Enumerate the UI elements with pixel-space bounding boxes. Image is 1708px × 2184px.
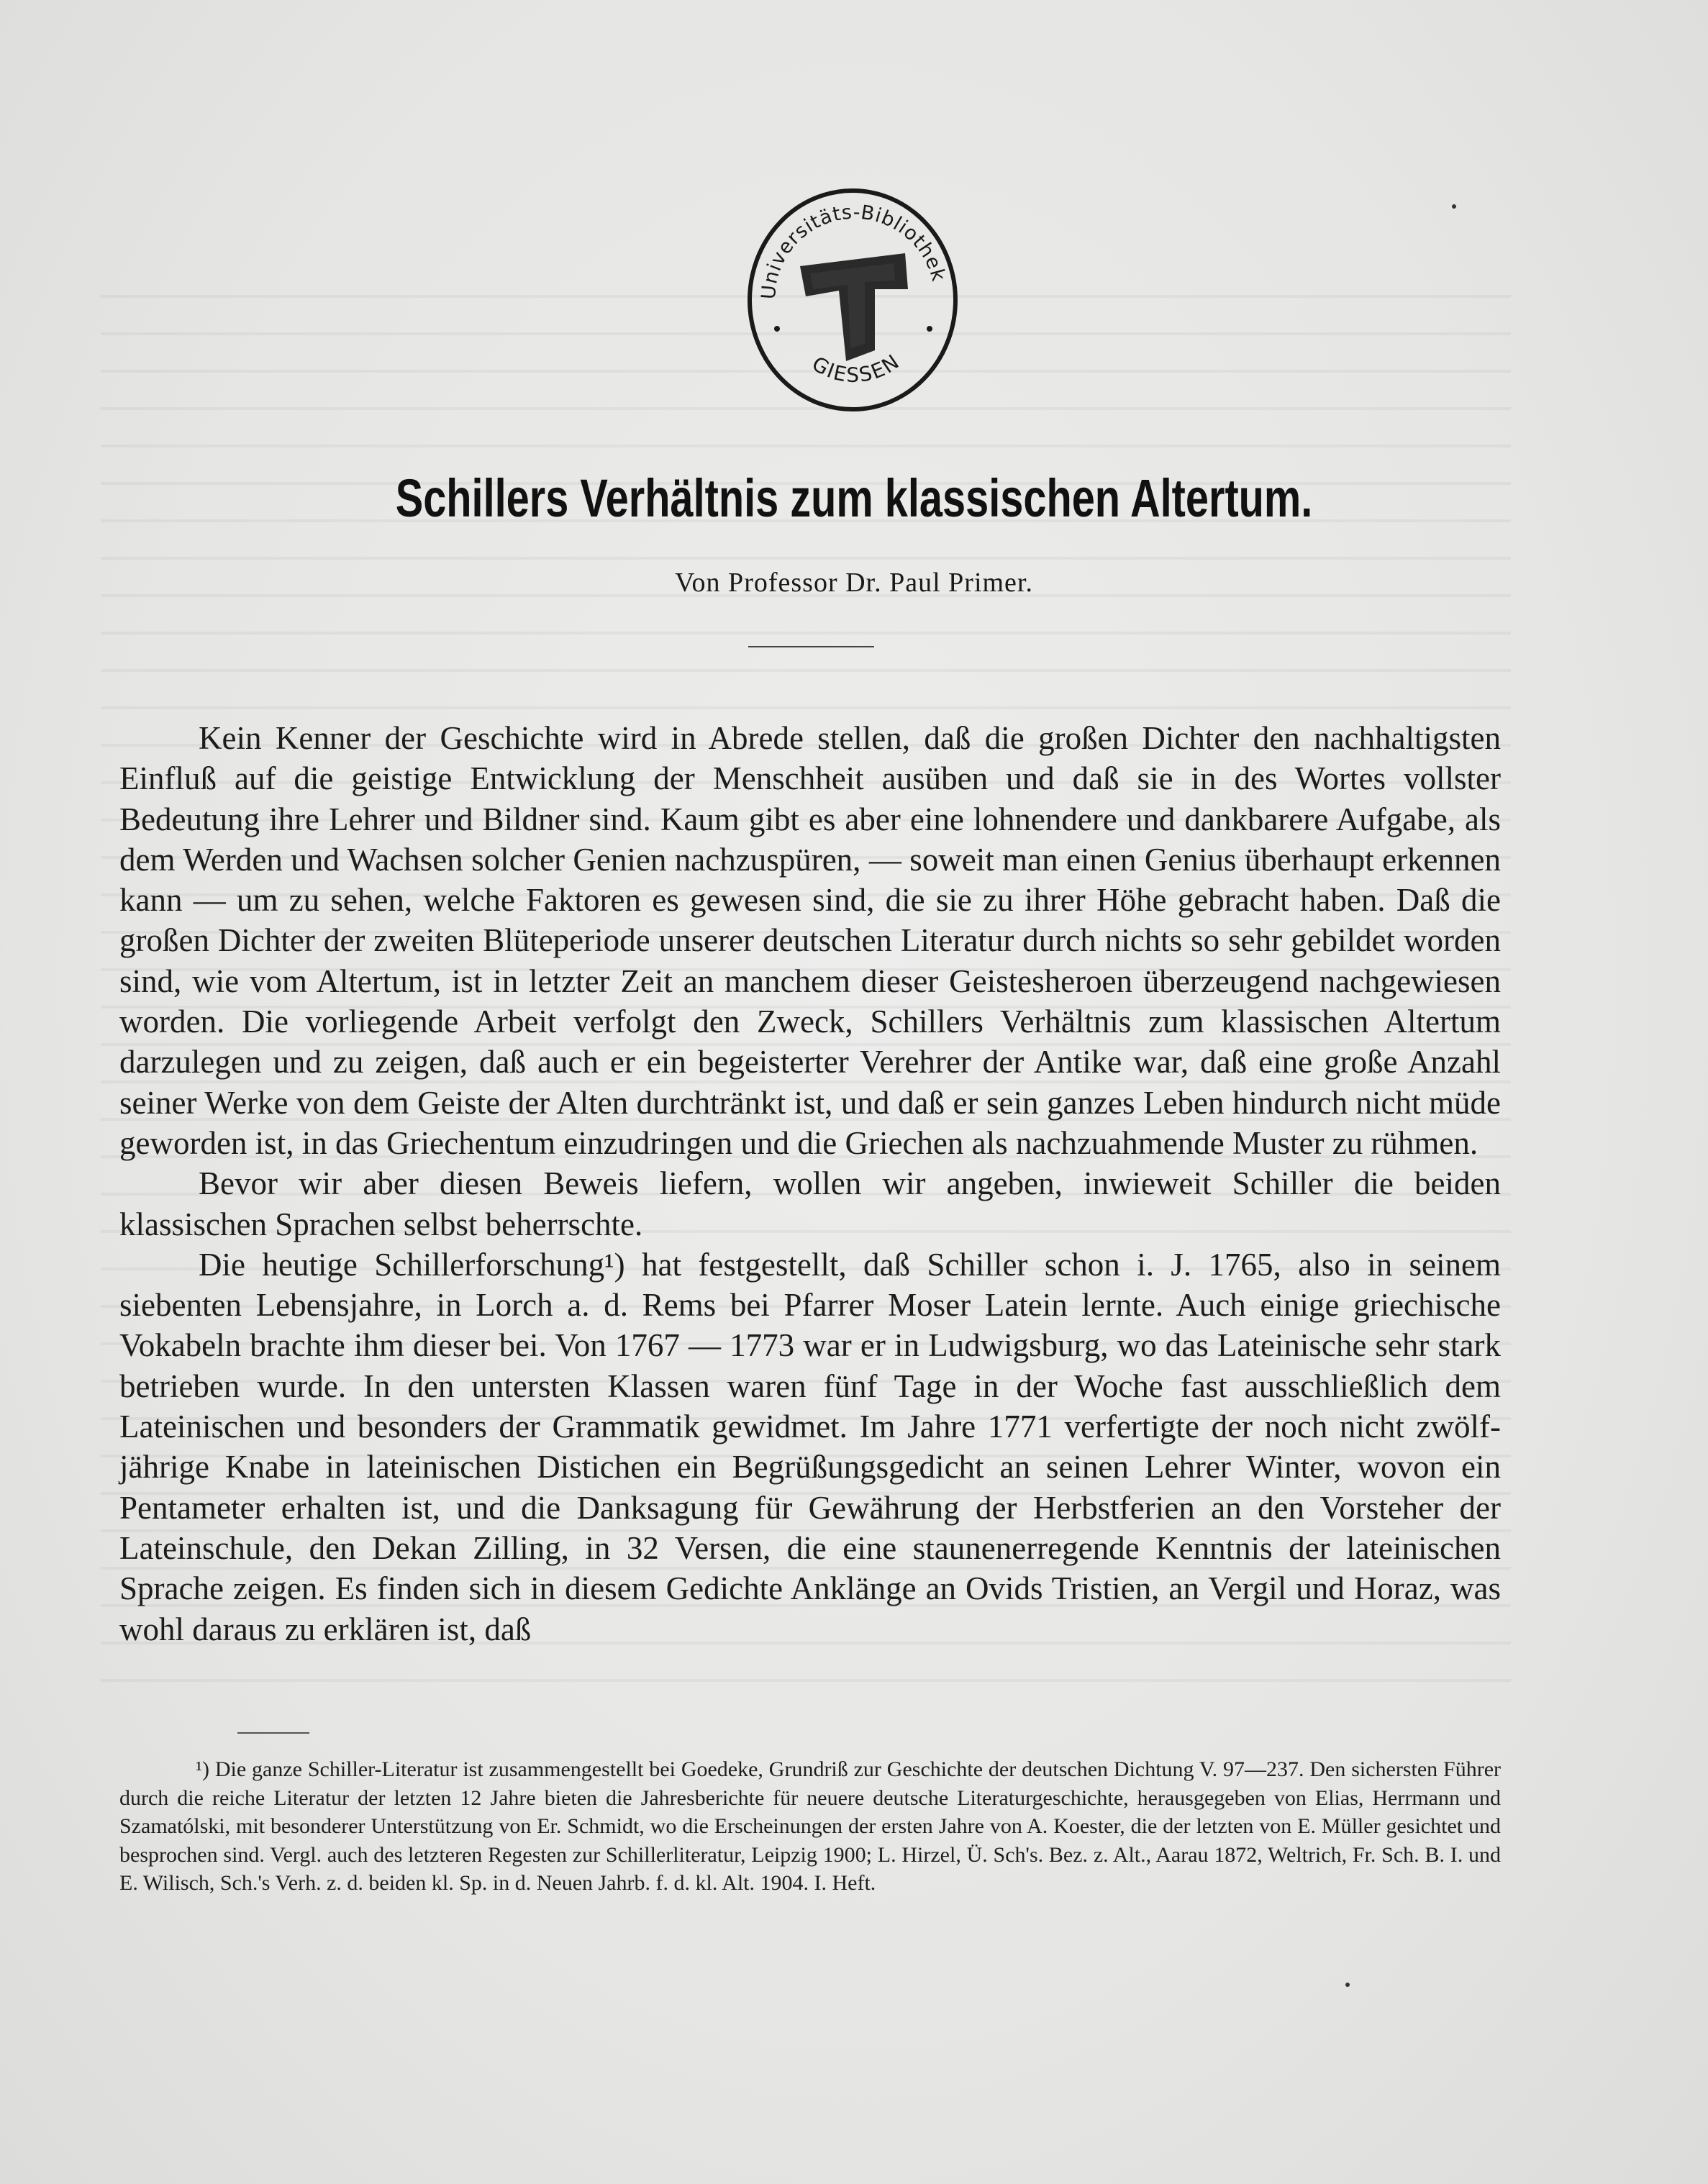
paragraph: Bevor wir aber diesen Beweis liefern, wollen wir angeben, inwieweit Schiller die beiden klassischen Sprachen selbst beherrschte.	[119, 1165, 1501, 1242]
stamp-top-text: Universitäts-Bibliothek	[757, 201, 950, 301]
paragraph: Kein Kenner der Geschichte wird in Abrede stellen, daß die großen Dichter den nachhaltigsten Einfluß auf die geistige Entwicklung der Menschheit ausüben und daß sie in des Wortes vollster Bedeutung ihre Lehrer und Bildner sind. Kaum gibt es aber eine lohnendere und dankbarere Aufgabe, als dem Werden und Wachsen solcher Genien nachzuspüren, — soweit man einen Genius überhaupt erkennen kann — um zu sehen, welche Faktoren es gewesen sind, die sie zu ihrer Höhe gebracht haben. Daß die großen Dichter der zweiten Blüteperiode unserer deutschen Literatur durch nichts so sehr gebildet worden sind, wie vom Altertum, ist in letzter Zeit an manchem dieser Geistesheroen überzeugend nachgewiesen worden. Die vorliegende Arbeit verfolgt den Zweck, Schillers Verhältnis zum klassischen Altertum darzulegen und zu zeigen, daß auch er ein begeisterter Verehrer der Antike war, daß eine große Anzahl seiner Werke von dem Geiste der Alten durchtränkt ist, und daß er sein ganzes Leben hindurch nicht müde geworden ist, in das Griechentum einzudringen und die Griechen als nachzuahmende Muster zu rühmen.	[119, 720, 1501, 1161]
footnote-divider	[237, 1732, 309, 1734]
author-line: Von Professor Dr. Paul Primer.	[675, 568, 1033, 598]
tau-cross-emblem	[800, 253, 908, 361]
footnote	[119, 1755, 1501, 1898]
main-text	[119, 718, 1501, 1650]
stamp-bottom-text: GIESSEN	[807, 349, 905, 387]
speck	[1452, 204, 1456, 209]
library-stamp	[741, 181, 964, 419]
paragraph: Die heutige Schillerforschung¹) hat festgestellt, daß Schiller schon i. J. 1765, also in seinem siebenten Lebensjahre, in Lorch a. d. Rems bei Pfarrer Moser Latein lernte. Auch einige griechische Vokabeln brachte ihm dieser bei. Von 1767 — 1773 war er in Ludwigsburg, wo das Lateinische sehr stark betrieben wurde. In den untersten Klassen waren fünf Tage in der Woche fast ausschließlich dem Lateinischen und besonders der Grammatik gewidmet. Im Jahre 1771 verfertigte der noch nicht zwölfjährige Knabe in lateinischen Distichen ein Begrüßungsgedicht an seinen Lehrer Winter, wovon ein Pentameter erhalten ist, und die Danksagung für Gewährung der Herbstferien an den Vorsteher der Lateinschule, den Dekan Zilling, in 32 Versen, die eine staunenerregende Kenntnis der lateinischen Sprache zeigen. Es finden sich in diesem Gedichte Anklänge an Ovids Tristien, an Vergil und Horaz, was wohl daraus zu erklären ist, daß	[119, 1246, 1501, 1647]
library-stamp-graphic	[741, 181, 964, 419]
footnote-text: ¹) Die ganze Schiller-Literatur ist zusammengestellt bei Goedeke, Grundriß zur Geschichte der deutschen Dichtung V. 97—237. Den sichersten Führer durch die reiche Literatur der letzten 12 Jahre bieten die Jahresberichte für neuere deutsche Literaturgeschichte, herausgegeben von Elias, Herrmann und Szamatólski, mit besonderer Unterstützung von Er. Schmidt, wo die Erscheinungen der ersten Jahre von A. Koester, die der letzten von E. Müller gesichtet und besprochen sind. Vergl. auch des letzteren Regesten zur Schillerliteratur, Leipzig 1900; L. Hirzel, Ü. Sch's. Bez. z. Alt., Aarau 1872, Weltrich, Fr. Sch. B. I. und E. Wilisch, Sch.'s Verh. z. d. beiden kl. Sp. in d. Neuen Jahrb. f. d. kl. Alt. 1904. I. Heft.	[119, 1757, 1501, 1895]
page-title: Schillers Verhältnis zum klassischen Altertum.	[395, 468, 1313, 528]
speck	[1345, 1983, 1350, 1987]
title-divider	[748, 646, 874, 647]
